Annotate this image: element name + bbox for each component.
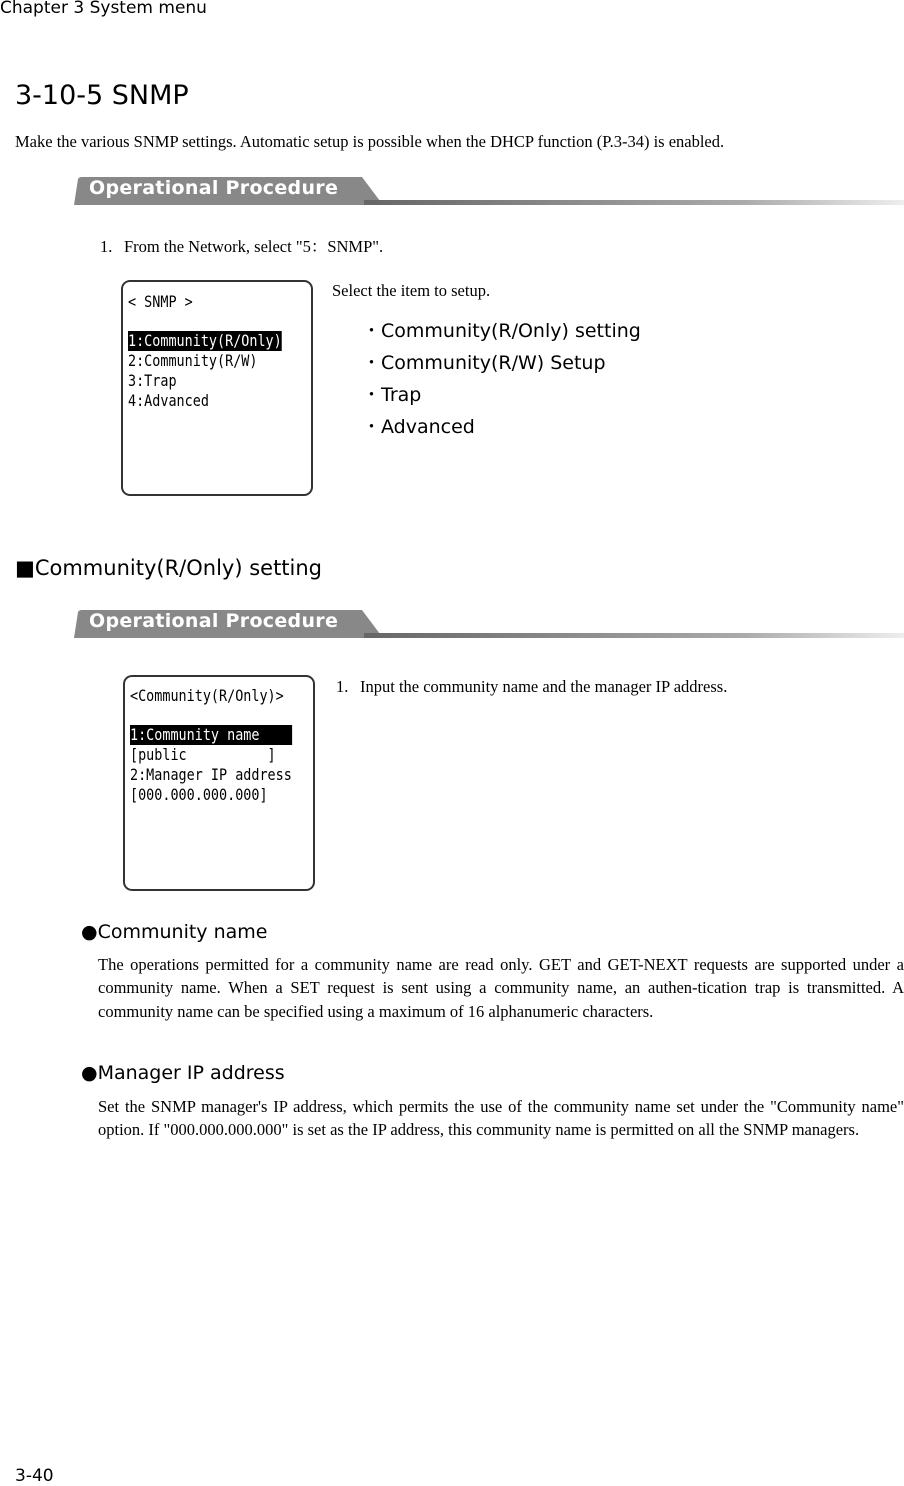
community-step-1: [336, 677, 727, 697]
step-text: Input the community name and the manager IP address.: [360, 677, 728, 696]
community-name-value[interactable]: [public ]: [130, 745, 276, 764]
menu-item-trap[interactable]: 3:Trap: [128, 371, 177, 390]
param-title-manager-ip: ●Manager IP address: [81, 1062, 285, 1084]
bullet-trap: ・Trap: [362, 384, 422, 406]
page-number: 3-40: [15, 1466, 54, 1486]
operational-procedure-banner: [74, 176, 904, 206]
bullet-advanced: ・Advanced: [362, 416, 475, 438]
snmp-menu-screen: [121, 280, 313, 496]
screen-title: < SNMP >: [128, 292, 193, 311]
community-ro-screen: [123, 675, 315, 891]
banner-label: Operational Procedure: [89, 610, 339, 632]
select-instruction: Select the item to setup.: [332, 281, 491, 300]
chapter-header: Chapter 3 System menu: [0, 0, 207, 18]
step-1: [100, 233, 383, 257]
manager-ip-item[interactable]: 2:Manager IP address: [130, 765, 292, 784]
bullet-community-rw: ・Community(R/W) Setup: [362, 352, 606, 374]
menu-item-advanced[interactable]: 4:Advanced: [128, 391, 209, 410]
step-number: 1.: [336, 677, 349, 696]
subheading-community-ro: ■Community(R/Only) setting: [15, 556, 323, 580]
community-name-item[interactable]: 1:Community name: [130, 725, 292, 744]
param-body-community-name: The operations permitted for a community name are read only. GET and GET-NEXT requests are supported under a community name. When a SET request is sent using a community name, an authen-tication trap is transmitted. A community name can be specified using a maximum of 16 alphanumeric characters.: [98, 955, 904, 1021]
manager-ip-value[interactable]: [000.000.000.000]: [130, 785, 268, 804]
step-text: From the Network, select "5：SNMP".: [124, 237, 384, 256]
menu-item-community-ro[interactable]: 1:Community(R/Only): [128, 331, 282, 350]
section-title: 3-10-5 SNMP: [15, 80, 189, 111]
menu-item-community-rw[interactable]: 2:Community(R/W): [128, 351, 258, 370]
param-title-community-name: ●Community name: [81, 921, 268, 943]
bullet-community-ro: ・Community(R/Only) setting: [362, 320, 641, 342]
step-number: 1.: [100, 237, 113, 256]
banner-label: Operational Procedure: [89, 177, 339, 199]
param-body-manager-ip: Set the SNMP manager's IP address, which permits the use of the community name set under the "Community name" option. If "000.000.000.000" is set as the IP address, this community name is permitted on all the SNMP managers.: [98, 1097, 904, 1140]
screen-title: <Community(R/Only)>: [130, 686, 284, 705]
intro-paragraph: Make the various SNMP settings. Automatic setup is possible when the DHCP function (P.3-34) is enabled.: [15, 132, 725, 151]
operational-procedure-banner-2: [74, 609, 904, 639]
